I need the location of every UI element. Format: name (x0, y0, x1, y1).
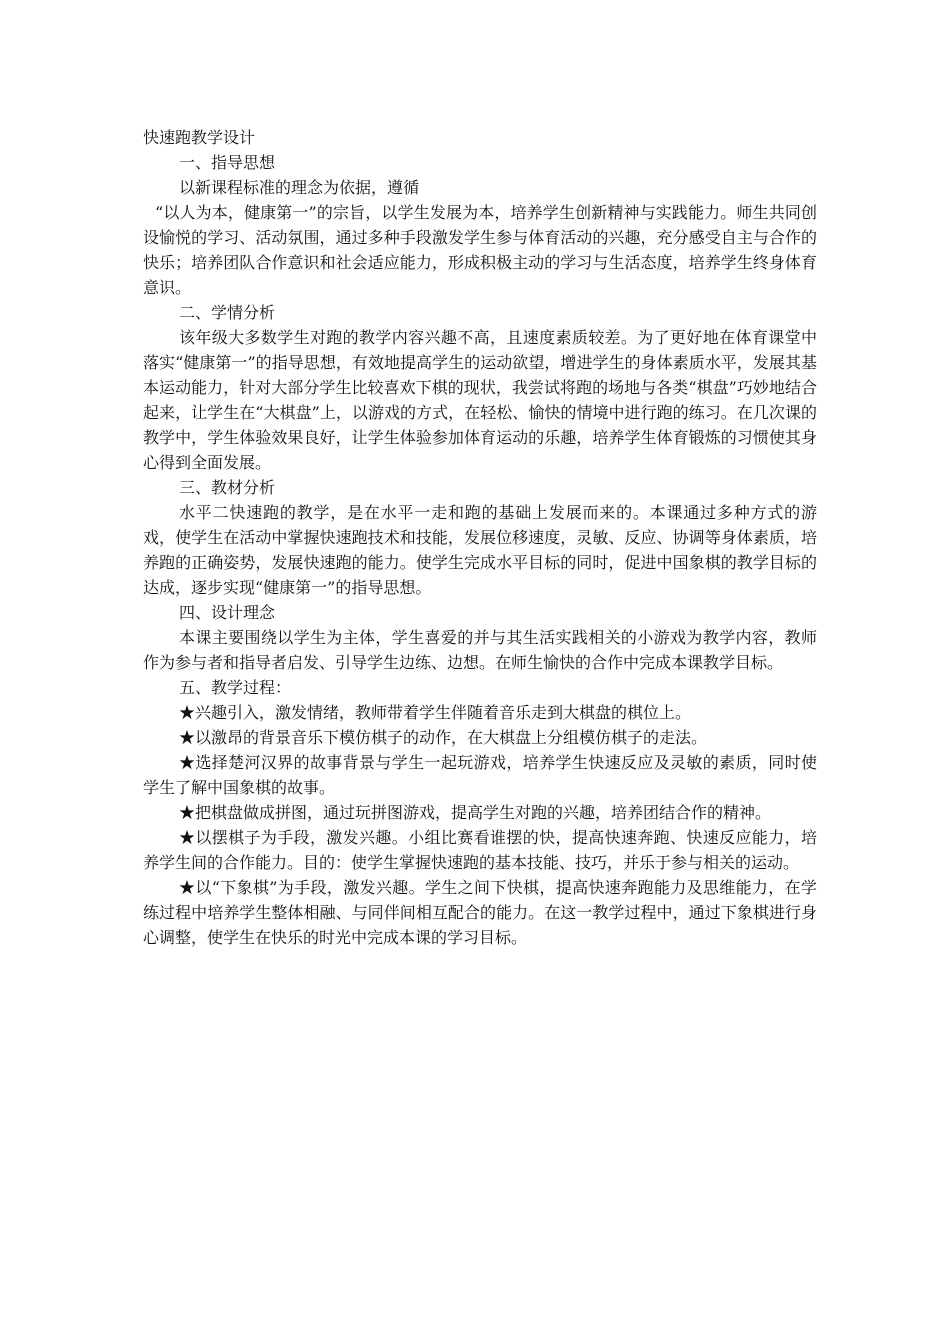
process-item: ★以激昂的背景音乐下模仿棋子的动作，在大棋盘上分组模仿棋子的走法。 (179, 728, 708, 747)
process-item: ★把棋盘做成拼图，通过玩拼图游戏，提高学生对跑的兴趣，培养团结合作的精神。 (179, 803, 772, 822)
document-title: 快速跑教学设计 (143, 128, 256, 147)
section-heading-teaching-process: 五、教学过程： (179, 678, 292, 697)
paragraph-design-concept: 本课主要围绕以学生为主体，学生喜爱的并与其生活实践相关的小游戏为教学内容，教师作为参与者和指导者启发、引导学生边练、边想。在师生愉快的合作中完成本课教学目标。 (143, 628, 817, 672)
process-item: ★兴趣引入，激发情绪，教师带着学生伴随着音乐走到大棋盘的棋位上。 (179, 703, 692, 722)
process-item: ★以“下象棋”为手段，激发兴趣。学生之间下快棋，提高快速奔跑能力及思维能力，在学练过程中培养学生整体相融、与同伴间相互配合的能力。在这一教学过程中，通过下象棋进行身心调整，使学生在快乐的时光中完成本课的学习目标。 (143, 878, 817, 947)
section-heading-design-concept: 四、设计理念 (179, 603, 276, 622)
document-page (143, 125, 817, 950)
paragraph-material-analysis: 水平二快速跑的教学，是在水平一走和跑的基础上发展而来的。本课通过多种方式的游戏，使学生在活动中掌握快速跑技术和技能，发展位移速度，灵敏、反应、协调等身体素质，培养跑的正确姿势，发展快速跑的能力。使学生完成水平目标的同时，促进中国象棋的教学目标的达成，逐步实现“健康第一”的指导思想。 (143, 503, 817, 597)
section-heading-material-analysis: 三、教材分析 (179, 478, 276, 497)
section-heading-student-analysis: 二、学情分析 (179, 303, 276, 322)
paragraph-student-analysis: 该年级大多数学生对跑的教学内容兴趣不高，且速度素质较差。为了更好地在体育课堂中落实“健康第一”的指导思想，有效地提高学生的运动欲望，增进学生的身体素质水平，发展其基本运动能力，针对大部分学生比较喜欢下棋的现状，我尝试将跑的场地与各类“棋盘”巧妙地结合起来，让学生在“大棋盘”上，以游戏的方式，在轻松、愉快的情境中进行跑的练习。在几次课的教学中，学生体验效果良好，让学生体验参加体育运动的乐趣，培养学生体育锻炼的习惯使其身心得到全面发展。 (143, 328, 817, 472)
process-item: ★选择楚河汉界的故事背景与学生一起玩游戏，培养学生快速反应及灵敏的素质，同时使学生了解中国象棋的故事。 (143, 753, 817, 797)
paragraph-guiding-ideology-2: “以人为本，健康第一”的宗旨，以学生发展为本，培养学生创新精神与实践能力。师生共同创设愉悦的学习、活动氛围，通过多种手段激发学生参与体育活动的兴趣，充分感受自主与合作的快乐；培养团队合作意识和社会适应能力，形成积极主动的学习与生活态度，培养学生终身体育意识。 (143, 203, 817, 297)
process-item: ★以摆棋子为手段，激发兴趣。小组比赛看谁摆的快，提高快速奔跑、快速反应能力，培养学生间的合作能力。目的：使学生掌握快速跑的基本技能、技巧，并乐于参与相关的运动。 (143, 828, 817, 872)
paragraph-guiding-ideology-1: 以新课程标准的理念为依据，遵循 (179, 178, 420, 197)
section-heading-guiding-ideology: 一、指导思想 (179, 153, 276, 172)
